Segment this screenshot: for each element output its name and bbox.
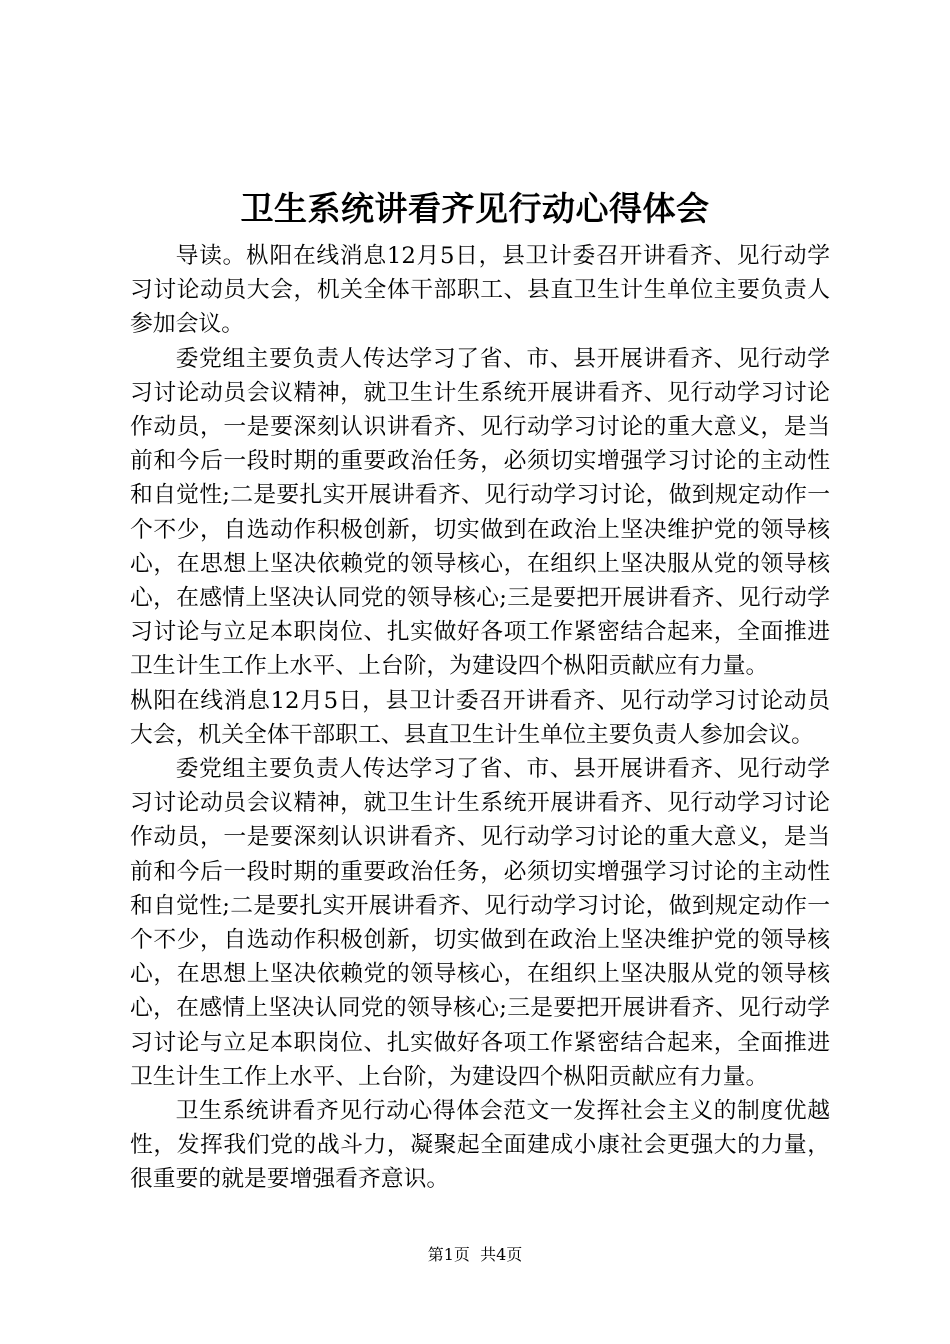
document-title: 卫生系统讲看齐见行动心得体会 [240, 189, 710, 228]
paragraph-body: 委党组主要负责人传达学习了省、市、县开展讲看齐、见行动学习讨论动员会议精神，就卫生计生系统开展讲看齐、见行动学习讨论作动员，一是要深刻认识讲看齐、见行动学习讨论的重大意义，是当前和今后一段时期的重要政治任务，必须切实增强学习讨论的主动性和自觉性;二是要扎实开展讲看齐、见行动学习讨论，做到规定动作一个不少，自选动作积极创新，切实做到在政治上坚决维护党的领导核心，在思想上坚决依赖党的领导核心，在组织上坚决服从党的领导核心，在感情上坚决认同党的领导核心;三是要把开展讲看齐、见行动学习讨论与立足本职岗位、扎实做好各项工作紧密结合起来，全面推进卫生计生工作上水平、上台阶，为建设四个枞阳贡献应有力量。 [130, 345, 830, 680]
page-number: 第1页 [427, 1245, 470, 1264]
page-footer [0, 1244, 950, 1266]
paragraph-sample: 卫生系统讲看齐见行动心得体会范文一发挥社会主义的制度优越性，发挥我们党的战斗力，凝聚起全面建成小康社会更强大的力量，很重要的就是要增强看齐意识。 [130, 1098, 830, 1193]
paragraph-body-repeat: 委党组主要负责人传达学习了省、市、县开展讲看齐、见行动学习讨论动员会议精神，就卫生计生系统开展讲看齐、见行动学习讨论作动员，一是要深刻认识讲看齐、见行动学习讨论的重大意义，是当前和今后一段时期的重要政治任务，必须切实增强学习讨论的主动性和自觉性;二是要扎实开展讲看齐、见行动学习讨论，做到规定动作一个不少，自选动作积极创新，切实做到在政治上坚决维护党的领导核心，在思想上坚决依赖党的领导核心，在组织上坚决服从党的领导核心，在感情上坚决认同党的领导核心;三是要把开展讲看齐、见行动学习讨论与立足本职岗位、扎实做好各项工作紧密结合起来，全面推进卫生计生工作上水平、上台阶，为建设四个枞阳贡献应有力量。 [130, 756, 830, 1090]
paragraph-repeat-news: 枞阳在线消息12月5日，县卫计委召开讲看齐、见行动学习讨论动员大会，机关全体干部职工、县直卫生计生单位主要负责人参加会议。 [130, 687, 830, 748]
page-total: 共4页 [480, 1245, 523, 1264]
paragraph-intro: 导读。枞阳在线消息12月5日，县卫计委召开讲看齐、见行动学习讨论动员大会，机关全体干部职工、县直卫生计生单位主要负责人参加会议。 [130, 243, 830, 338]
document-body [130, 239, 830, 1197]
